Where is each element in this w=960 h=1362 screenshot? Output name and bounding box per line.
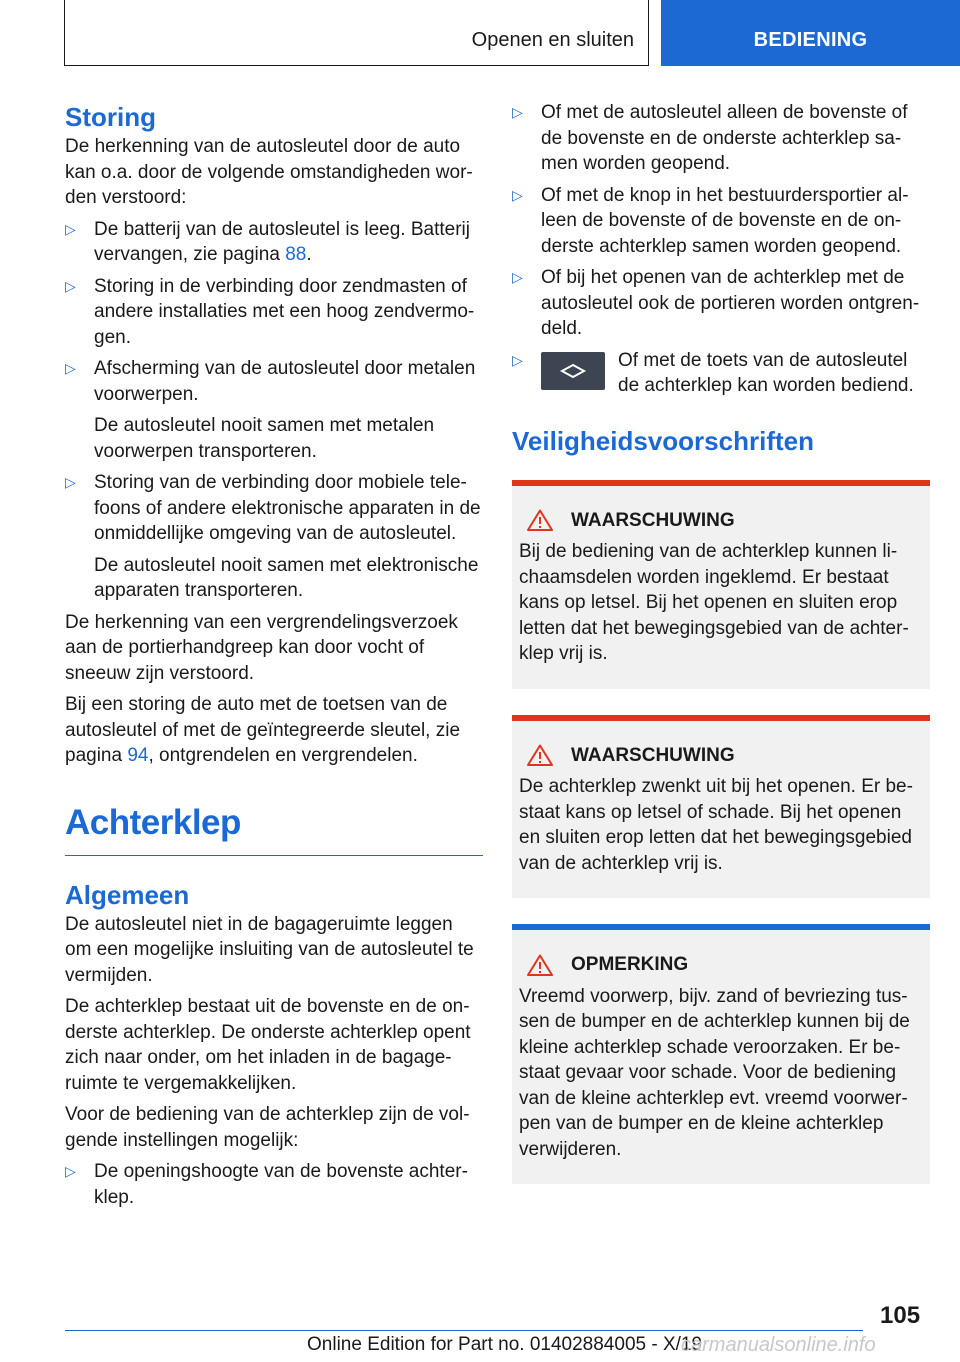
triangle-right-icon: ▷ xyxy=(512,269,523,285)
triangle-right-icon: ▷ xyxy=(512,351,523,368)
bullet-subtext: De autosleutel nooit samen met metalen voorwerpen transporteren. xyxy=(94,415,435,462)
tailgate-key-icon xyxy=(541,352,605,390)
bullet-text: De batterij van de autosleutel is leeg. Batterij vervangen, zie pagina xyxy=(94,218,470,265)
list-item xyxy=(65,1159,483,1210)
bullet-text: Of met de autosleutel alleen de bovenste of de bovenste en de onderste achterklep samen worden geopend. xyxy=(541,102,908,174)
storing-paragraph-2: De herkenning van een vergrendelingsverzoek aan de portierhandgreep kan door vocht of sneeuw zijn verstoord. xyxy=(65,611,458,684)
list-item xyxy=(512,348,930,418)
header-chapter-tab xyxy=(661,0,960,66)
bullet-subtext: De autosleutel nooit samen met elektronische apparaten transporteren. xyxy=(94,554,479,601)
note-box-body: Vreemd voorwerp, bijv. zand of bevriezing tussen de bumper en de achterklep kunnen bij de kleine achterklep schade veroorzaken. Er bestaat gevaar voor schade. Voor de bediening van de kleine achterklep evt. vreemd voorwerpen van de bumper en de kleine achterklep verwijderen. xyxy=(519,985,910,1160)
warning-box-body: De achterklep zwenkt uit bij het openen. Er bestaat kans op letsel of schade. Bij het openen en sluiten erop letten dat het bewegingsgebied van de achterklep vrij is. xyxy=(519,776,913,874)
header-section-title: Openen en sluiten xyxy=(471,29,634,51)
heading-veiligheidsvoorschriften: Veiligheidsvoorschriften xyxy=(512,425,814,456)
algemeen-paragraph-3: Voor de bediening van de achterklep zijn de volgende instellingen mogelijk: xyxy=(65,1104,470,1151)
warning-box-body: Bij de bediening van de achterklep kunnen lichaamsdelen worden ingeklemd. Er bestaat kans op letsel. Bij het openen en sluiten erop letten dat het bewegingsgebied van de achterklep vrij is. xyxy=(519,541,909,664)
right-column xyxy=(512,100,930,1184)
warning-triangle-icon xyxy=(527,954,553,976)
bullet-text: De openingshoogte van de bovenste achterklep. xyxy=(94,1161,468,1208)
triangle-right-icon: ▷ xyxy=(65,277,76,294)
footer-watermark: carmanualsonline.info xyxy=(681,1334,876,1356)
triangle-right-icon: ▷ xyxy=(65,474,76,490)
heading-achterklep: Achterklep xyxy=(65,802,241,842)
warning-box xyxy=(512,480,930,689)
header-section-box xyxy=(64,0,649,66)
header-chapter-title: BEDIENING xyxy=(753,29,868,51)
note-box-title: OPMERKING xyxy=(519,952,922,978)
page-number: 105 xyxy=(880,1302,921,1329)
algemeen-paragraph-2: De achterklep bestaat uit de bovenste en de onderste achterklep. De onderste achterklep opent zich naar onder, om het inladen in de bagageruimte te vergemakkelijken. xyxy=(65,996,471,1094)
bullet-text: Afscherming van de autosleutel door metalen voorwerpen. xyxy=(94,358,476,405)
triangle-right-icon: ▷ xyxy=(512,104,523,120)
algemeen-paragraph-1: De autosleutel niet in de bagageruimte leggen om een mogelijke insluiting van de autosleutel te vermijden. xyxy=(65,913,474,986)
bullet-text: Of met de toets van de autosleutel de achterklep kan worden bediend. xyxy=(618,349,914,396)
note-box xyxy=(512,924,930,1184)
list-item xyxy=(512,183,930,260)
warning-triangle-icon xyxy=(527,509,553,531)
triangle-right-icon: ▷ xyxy=(65,1163,76,1179)
warning-triangle-icon xyxy=(527,744,553,766)
footer-edition: Online Edition for Part no. 01402884005 - X/19 xyxy=(307,1334,703,1355)
triangle-right-icon: ▷ xyxy=(65,360,76,376)
bullet-text: Storing in de verbinding door zendmasten of andere installaties met een hoog zendvermogen. xyxy=(94,275,475,348)
heading-storing: Storing xyxy=(65,102,156,132)
list-item xyxy=(65,217,483,268)
warning-box-title: WAARSCHUWING xyxy=(519,508,922,534)
heading-algemeen: Algemeen xyxy=(65,879,190,910)
bullet-text: Of met de knop in het bestuurdersportier alleen de bovenste of de bovenste en de onderste achterklep samen worden geopend. xyxy=(541,184,909,257)
storing-paragraph-3: Bij een storing de auto met de toetsen van de autosleutel of met de geïntegreerde sleutel, zie pagina 94, ontgrendelen en vergrendelen. xyxy=(65,694,461,766)
page-link-88[interactable]: 88 xyxy=(285,244,307,265)
list-item xyxy=(65,470,483,604)
page-link-94[interactable]: 94 xyxy=(127,745,149,766)
footer-rule xyxy=(65,1330,863,1331)
list-item xyxy=(512,100,930,177)
bullet-text: Of bij het openen van de achterklep met de autosleutel ook de portieren worden ontgrendeld. xyxy=(541,267,920,339)
list-item xyxy=(65,274,483,351)
left-column xyxy=(65,100,483,1216)
list-item xyxy=(512,265,930,342)
triangle-right-icon: ▷ xyxy=(65,220,76,237)
triangle-right-icon: ▷ xyxy=(512,186,523,203)
warning-box xyxy=(512,715,930,899)
storing-intro: De herkenning van de autosleutel door de auto kan o.a. door de volgende omstandigheden worden verstoord: xyxy=(65,136,473,208)
bullet-text: Storing van de verbinding door mobiele telefoons of andere elektronische apparaten in de onmiddellijke omgeving van de autosleutel. xyxy=(94,472,481,544)
bullet-text-end: . xyxy=(306,244,312,265)
list-item xyxy=(65,356,483,464)
warning-box-title: WAARSCHUWING xyxy=(519,743,922,769)
